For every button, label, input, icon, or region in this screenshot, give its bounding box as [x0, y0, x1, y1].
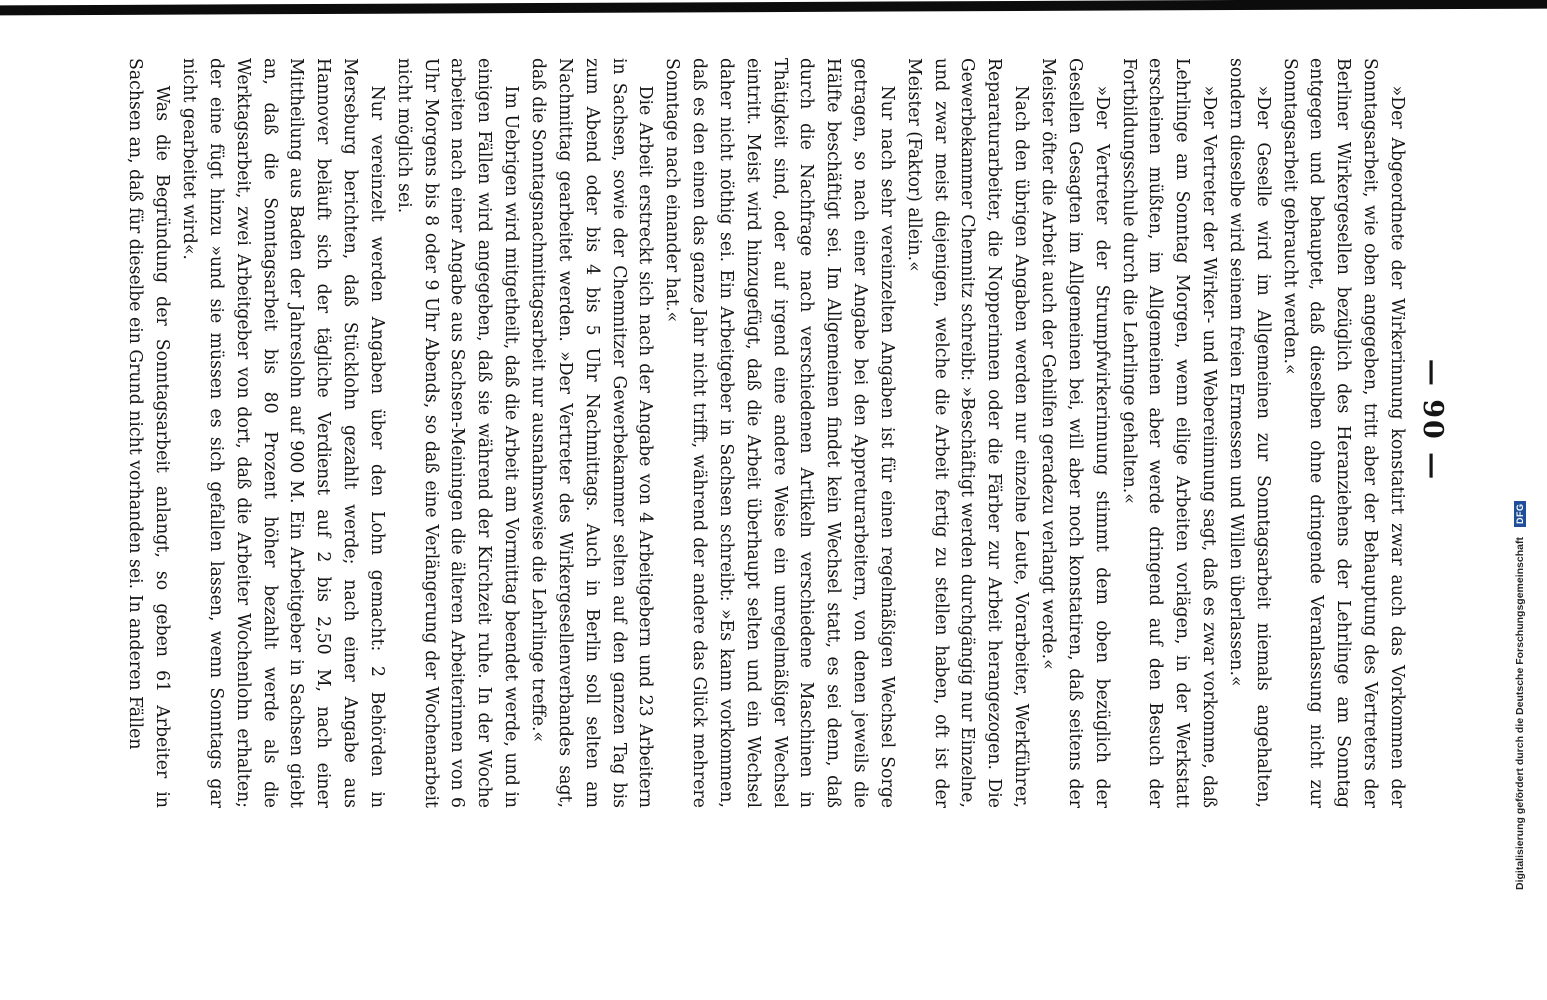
paragraph: »Der Vertreter der Wirker- und Webereiinnung sagt, daß es zwar vorkomme, daß Lehrlinge am Sonntag Morgen, wenn eilige Arbeiten vorlägen, in der Werkstatt erscheinen müßten, im Allgemeinen aber werde dringend auf den Besuch der Fortbildungsschule durch die Lehrlinge gehalten.« — [1118, 58, 1220, 808]
text-body — [122, 58, 1411, 808]
paragraph: Nach den übrigen Angaben werden nur einzelne Leute, Vorarbeiter, Werkführer, Reparaturarbeiter, die Nopperinnen oder die Färber zur Arbeit herangezogen. Die Gewerbekammer Chemnitz schreibt: »Beschäftigt werden durchgängig nur Einzelne, und zwar meist diejenigen, welche die Arbeit fertig zu stellen haben, oft ist der Meister (Faktor) allein.« — [903, 58, 1032, 808]
digitization-credit — [1510, 10, 1530, 890]
credit-text: Digitalisierung gefördert durch die Deutsche Forschungsgemeinschaft — [1514, 537, 1526, 890]
paragraph: »Der Vertreter der Strumpfwirkerinnung stimmt dem oben bezüglich der Gesellen Gesagten im Allgemeinen bei, will aber noch konstatiren, daß seitens der Meister öfter die Arbeit auch der Gehilfen geradezu verlangt werde.« — [1038, 58, 1112, 808]
paragraph: »Der Geselle wird im Allgemeinen zur Sonntagsarbeit niemals angehalten, sondern dieselbe wird seinem freien Ermessen und Willen überlassen.« — [1225, 58, 1273, 808]
paragraph: Nur vereinzelt werden Angaben über den Lohn gemacht: 2 Behörden in Merseburg berichten, daß Stücklohn gezahlt werde; nach einer Angabe aus Hannover beläuft sich der tägliche Verdienst auf 2 bis 2,50 M, nach einer Mittheilung aus Baden der Jahreslohn auf 900 M. Ein Arbeitgeber in Sachsen giebt an, daß die Sonntagsarbeit bis 80 Prozent höher bezahlt werde als die Werktagsarbeit, zwei Arbeitgeber von dort, daß die Arbeiter Wochenlohn erhalten; der eine fügt hinzu »und sie müssen es sich gefallen lassen, wenn Sonntags gar nicht gearbeitet wird«. — [179, 58, 387, 808]
paragraph: Im Uebrigen wird mitgetheilt, daß die Arbeit am Vormittag beendet werde, und in einigen Fällen wird angegeben, daß sie während der Kirchzeit ruhe. In der Woche arbeiten nach einer Angabe aus Sachsen-Meiningen die älteren Arbeiterinnen von 6 Uhr Morgens bis 8 oder 9 Uhr Abends, so daß eine Verlängerung der Wochenarbeit nicht möglich sei. — [393, 58, 522, 808]
dfg-logo: DFG — [1514, 501, 1526, 528]
page-number: — 90 — — [1417, 358, 1448, 482]
paragraph: »Der Abgeordnete der Wirkerinnung konstatirt zwar auch das Vorkommen der Sonntagsarbeit, wie oben angegeben, tritt aber der Behauptung des Vertreters der Berliner Wirkergesellen bezüglich des Heranziehens der Lehrlinge am Sonntag entgegen und behauptet, daß dieselben ohne dringende Veranlassung nicht zur Sonntagsarbeit gebraucht werden.« — [1279, 58, 1407, 808]
paragraph: Was die Begründung der Sonntagsarbeit anlangt, so geben 61 Arbeiter in Sachsen an, daß für dieselbe ein Grund nicht vorhanden sei. In anderen Fällen — [125, 58, 173, 808]
page-content — [74, 20, 1454, 980]
paragraph: Die Arbeit erstreckt sich nach der Angabe von 4 Arbeitgebern und 23 Arbeitern in Sachsen, sowie der Chemnitzer Gewerbekammer selten auf den ganzen Tag bis zum Abend oder bis 4 bis 5 Uhr Nachmittags. Auch in Berlin soll selten am Nachmittag gearbeitet werden. »Der Vertreter des Wirkergesellenverbandes sagt, daß die Sonntagsnachmittagsarbeit nur ausnahmsweise die Lehrlinge treffe.« — [528, 58, 656, 808]
rotated-page — [74, 20, 1454, 980]
paragraph: Nur nach sehr vereinzelten Angaben ist für einen regelmäßigen Wechsel Sorge getragen, so nach einer Angabe bei den Appreturarbeitern, von denen jeweils die Hälfte beschäftigt sei. Im Allgemeinen findet kein Wechsel statt, es sei denn, daß durch die Nachfrage nach verschiedenen Artikeln verschiedene Maschinen in Thätigkeit sind, oder auf irgend eine andere Weise ein unregelmäßiger Wechsel eintritt. Meist wird hinzugefügt, daß die Arbeit überhaupt selten und ein Wechsel daher nicht nöthig sei. Ein Arbeitgeber in Sachsen schreibt: »Es kann vorkommen, daß es den einen das ganze Jahr nicht trifft, während der andere das Glück mehrere Sonntage nach einander hat.« — [662, 58, 897, 808]
top-scan-edge — [0, 0, 1547, 20]
digitization-credit-text — [1510, 10, 1530, 890]
